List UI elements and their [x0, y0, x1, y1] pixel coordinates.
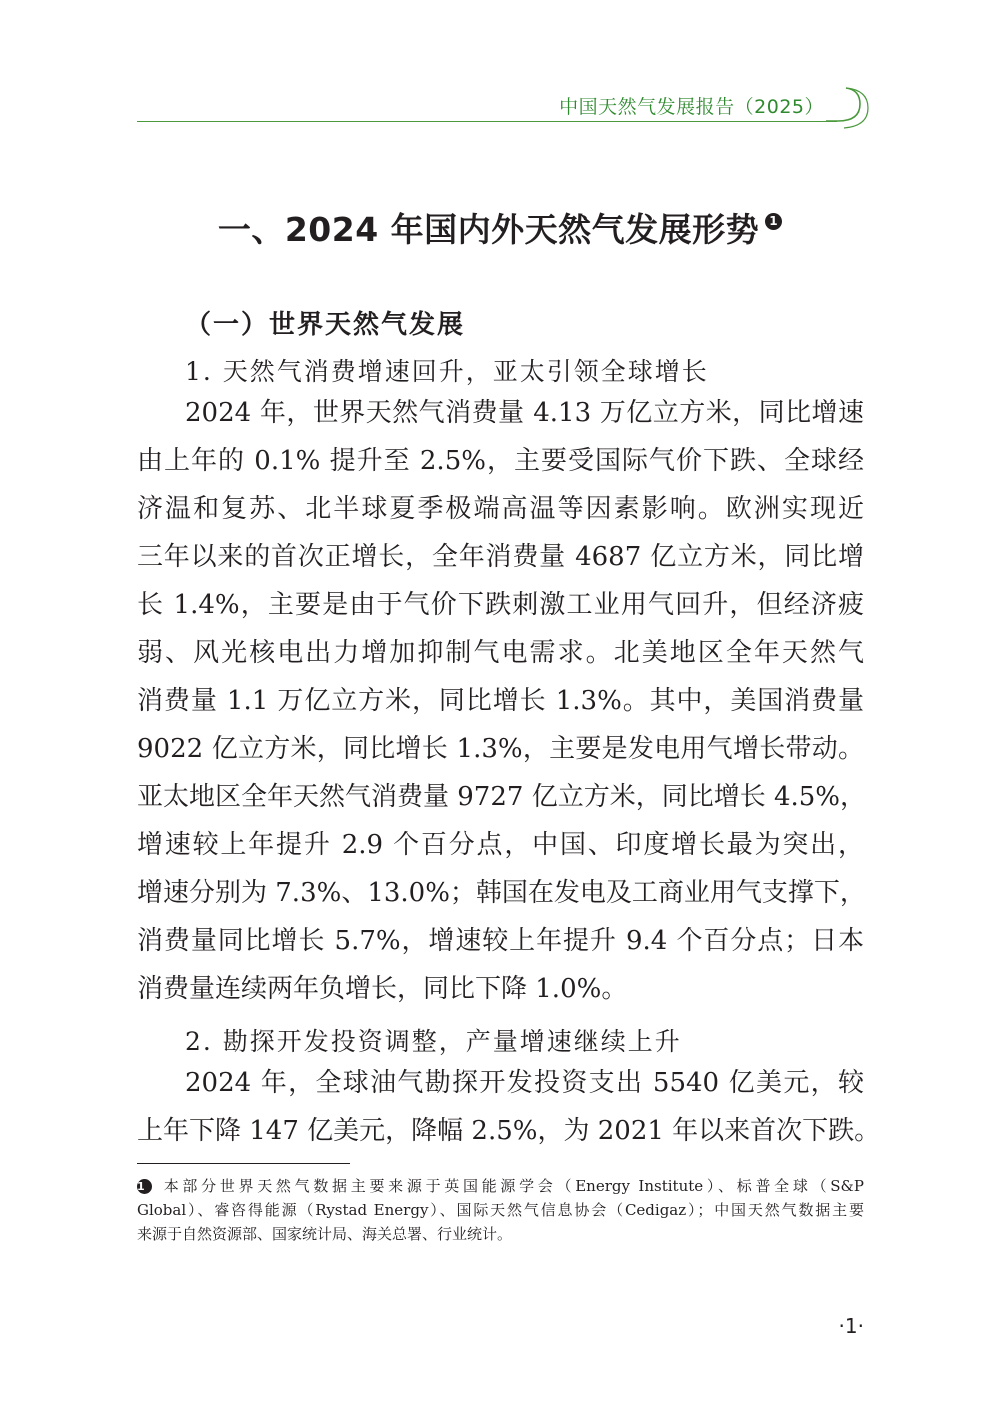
paragraph-line: 增速较上年提升 2.9 个百分点，中国、印度增长最为突出， — [137, 830, 864, 860]
header-corner-curve — [826, 86, 872, 130]
footnote-text: 本部分世界天然气数据主要来源于英国能源学会（Energy Institute）、标普全球（S&P — [160, 1177, 864, 1195]
footnote-ref-mark: 1 — [765, 213, 782, 230]
subsection-heading-2: 2. 勘探开发投资调整，产量增速继续上升 — [185, 1027, 682, 1056]
paragraph-line: 亚太地区全年天然气消费量 9727 亿立方米，同比增长 4.5%， — [137, 782, 867, 812]
footnote-rule — [137, 1163, 350, 1164]
paragraph-line: 9022 亿立方米，同比增长 1.3%，主要是发电用气增长带动。 — [137, 734, 864, 764]
paragraph-line: 长 1.4%，主要是由于气价下跌刺激工业用气回升，但经济疲 — [137, 590, 864, 620]
paragraph-line: 三年以来的首次正增长，全年消费量 4687 亿立方米，同比增 — [137, 542, 864, 572]
footnote-line: 来源于自然资源部、国家统计局、海关总署、行业统计。 — [137, 1225, 513, 1243]
running-title: 中国天然气发展报告（2025） — [559, 96, 824, 118]
footnote-marker: 1 — [137, 1179, 152, 1194]
paragraph-line: 2024 年，全球油气勘探开发投资支出 5540 亿美元，较 — [185, 1068, 864, 1098]
running-header — [137, 86, 872, 122]
paragraph-line: 济温和复苏、北半球夏季极端高温等因素影响。欧洲实现近 — [137, 494, 864, 524]
section-heading: （一）世界天然气发展 — [185, 310, 466, 340]
subsection-heading-1: 1. 天然气消费增速回升，亚太引领全球增长 — [185, 357, 709, 386]
paragraph-line: 消费量连续两年负增长，同比下降 1.0%。 — [137, 974, 628, 1004]
header-rule — [137, 121, 837, 122]
footnote-line: Global）、睿咨得能源（Rystad Energy）、国际天然气信息协会（Cedigaz）；中国天然气数据主要 — [137, 1201, 864, 1219]
footnote-line — [137, 1174, 864, 1198]
paragraph-line: 消费量同比增长 5.7%，增速较上年提升 9.4 个百分点；日本 — [137, 926, 864, 956]
paragraph-line: 2024 年，世界天然气消费量 4.13 万亿立方米，同比增速 — [185, 398, 864, 428]
chapter-title: 一、2024 年国内外天然气发展形势 — [217, 210, 760, 249]
paragraph-line: 弱、风光核电出力增加抑制气电需求。北美地区全年天然气 — [137, 638, 864, 668]
chapter-heading — [0, 204, 1000, 251]
paragraph-line: 消费量 1.1 万亿立方米，同比增长 1.3%。其中，美国消费量 — [137, 686, 864, 716]
paragraph-line: 由上年的 0.1% 提升至 2.5%，主要受国际气价下跌、全球经 — [137, 446, 864, 476]
paragraph-line: 增速分别为 7.3%、13.0%；韩国在发电及工商业用气支撑下， — [137, 878, 866, 908]
paragraph-line: 上年下降 147 亿美元，降幅 2.5%，为 2021 年以来首次下跌。 — [137, 1116, 881, 1146]
page-number: ·1· — [838, 1314, 864, 1338]
